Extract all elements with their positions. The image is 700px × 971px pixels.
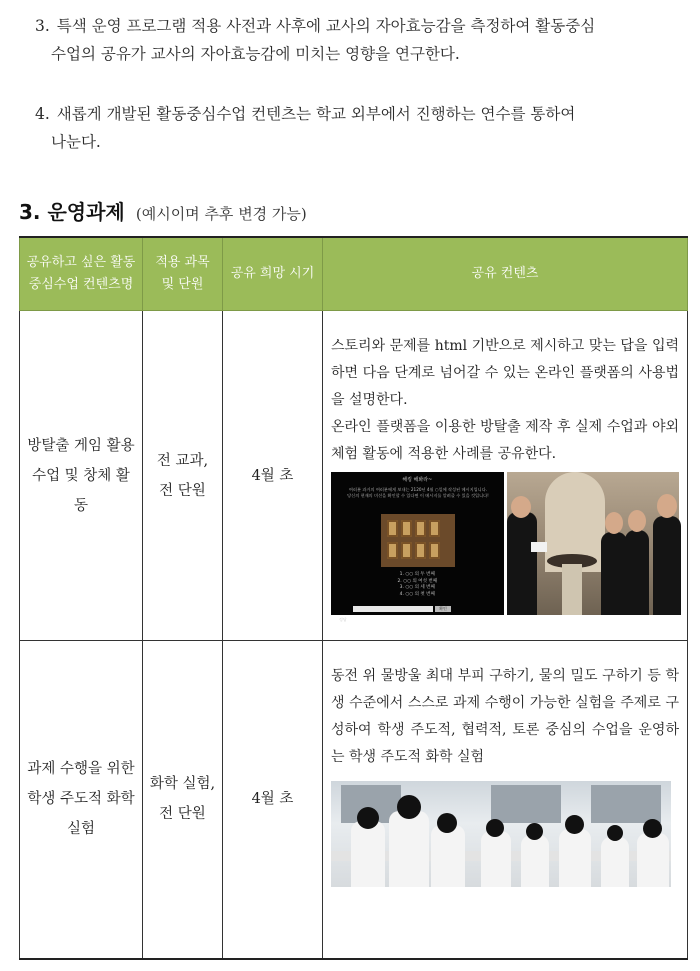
header-subject: 적용 과목 및 단원 — [143, 237, 223, 311]
game-header: 해킹 해봐라~ — [402, 477, 433, 483]
photo-row — [331, 781, 679, 887]
puzzle-cells — [387, 520, 449, 560]
cell-content — [323, 641, 688, 959]
table-row — [20, 641, 688, 959]
game-option: 1. ○○ 의 두 번째 — [399, 572, 435, 577]
paragraph-line: 새롭게 개발된 활동중심수업 컨텐츠는 학교 외부에서 진행하는 연수를 통하여 — [56, 105, 576, 123]
cell-time: 4월 초 — [223, 641, 323, 959]
paragraph-4 — [35, 100, 695, 156]
section-subtitle: (예시이며 추후 변경 가능) — [135, 205, 307, 223]
section-title: 3. 운영과제 — [19, 200, 125, 224]
game-message-line: 당신의 현재의 미션을 확인할 수 있다면 이 메시지를 알려줄 수 있을 것입니다! — [347, 493, 489, 498]
paragraph-3 — [35, 12, 695, 68]
cell-content-name: 방탈출 게임 활용 수업 및 창체 활동 — [20, 311, 143, 641]
tasks-table — [19, 236, 688, 960]
table-row — [20, 311, 688, 641]
paragraph-line: 특색 운영 프로그램 적용 사전과 사후에 교사의 자아효능감을 측정하여 활동중심 — [56, 17, 596, 35]
game-answer-label: 정답 — [339, 617, 347, 622]
photo-row — [331, 472, 679, 622]
paragraph-number: 4. — [35, 105, 50, 123]
content-text: 스토리와 문제를 html 기반으로 제시하고 맞는 답을 입력하면 다음 단계로 넘어갈 수 있는 온라인 플랫폼의 사용법을 설명한다. 온라인 플랫폼을 이용한 방탈출 제작 후 실제 수업과 야외 체험 활동에 적용한 사례를 공유한다. — [331, 338, 679, 462]
game-option: 2. ○○ 의 여섯 번째 — [397, 578, 438, 584]
game-message — [335, 487, 501, 499]
cell-content — [323, 311, 688, 641]
game-submit-label: 확인 — [439, 606, 447, 611]
game-answer-input — [353, 606, 433, 612]
cell-time: 4월 초 — [223, 311, 323, 641]
escape-game-screenshot — [331, 472, 504, 622]
cell-content-name: 과제 수행을 위한 학생 주도적 화학 실험 — [20, 641, 143, 959]
paragraph-number: 3. — [35, 17, 50, 35]
escape-room-activity-photo — [507, 472, 680, 615]
game-option: 4. ○○ 의 첫 번째 — [399, 591, 435, 597]
paragraph-line: 수업의 공유가 교사의 자아효능감에 미치는 영향을 연구한다. — [51, 45, 460, 63]
game-option: 3. ○○ 의 세 번째 — [399, 585, 435, 590]
chemistry-lab-photo — [331, 781, 671, 887]
paragraph-line: 나눈다. — [51, 133, 101, 151]
table-header-row — [20, 237, 688, 311]
cell-subject: 화학 실험, 전 단원 — [143, 641, 223, 959]
game-submit-button — [435, 606, 451, 612]
header-content: 공유 컨텐츠 — [323, 237, 688, 311]
game-message-line: 여러분 과거의 여러분에게 보내는 2120년 4월 ○일에 작성된 메시지입니다. — [348, 487, 488, 492]
section-heading — [19, 196, 307, 225]
content-text: 동전 위 물방울 최대 부피 구하기, 물의 밀도 구하기 등 학생 수준에서 스스로 과제 수행이 가능한 실험을 주제로 구성하여 학생 주도적, 협력적, 토론 중심의 수업을 운영하는 학생 주도적 화학 실험 — [331, 668, 679, 765]
game-options — [331, 572, 504, 598]
cell-subject: 전 교과, 전 단원 — [143, 311, 223, 641]
header-content-name: 공유하고 싶은 활동중심수업 컨텐츠명 — [20, 237, 143, 311]
header-time: 공유 희망 시기 — [223, 237, 323, 311]
